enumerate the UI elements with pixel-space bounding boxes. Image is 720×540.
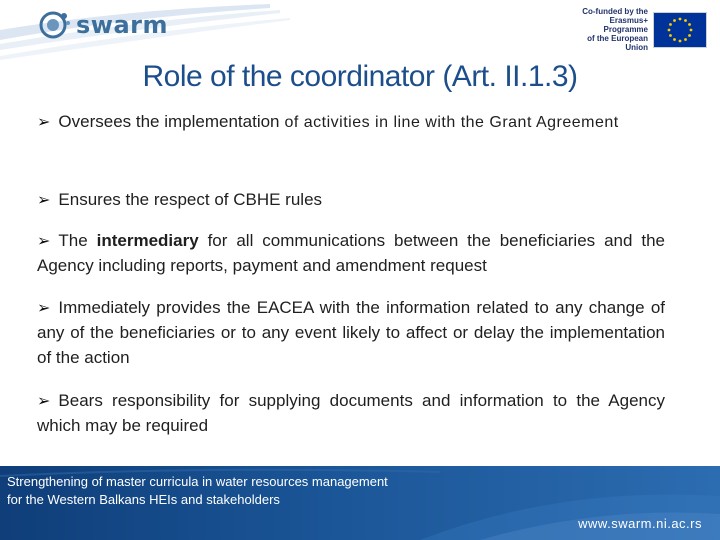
eu-line-3: of the European Union <box>587 34 648 52</box>
eu-star <box>684 19 687 22</box>
bullet-text-part: Ensures the <box>58 190 154 209</box>
eu-star <box>684 38 687 41</box>
bullet-text <box>58 112 618 131</box>
eu-star <box>679 39 682 42</box>
footer-website-link[interactable]: www.swarm.ni.ac.rs <box>578 516 702 531</box>
bullet-text <box>37 231 665 275</box>
bullet-emphasis: Oversees the implementation <box>58 112 280 131</box>
eu-star <box>679 17 682 20</box>
footer-bar <box>0 466 720 540</box>
eu-star <box>668 28 671 31</box>
eu-line-2: Erasmus+ Programme <box>603 16 648 34</box>
eu-star <box>688 23 691 26</box>
eu-star <box>688 34 691 37</box>
footer-project-text <box>7 473 388 509</box>
bullet-emphasis: respect of CBHE rules <box>153 190 323 209</box>
bullet-text-part: for all communications between the beneficiaries and the Agency including <box>37 231 665 275</box>
logo-text: swarm <box>76 11 168 39</box>
eu-cofund-badge <box>566 7 707 52</box>
bullet-text: Immediately provides the EACEA with the information related to any change of any of the beneficiaries or to any event likely to affect or delay the implementation of the action <box>37 298 665 367</box>
eu-star <box>669 34 672 37</box>
arrow-bullet-icon: ➢ <box>37 391 51 410</box>
bullet-text-part: The <box>58 231 97 250</box>
eu-star <box>690 28 693 31</box>
bullet-emphasis: intermediary <box>96 231 199 250</box>
eu-flag-icon <box>654 13 706 47</box>
eu-line-1: Co-funded by the <box>582 7 648 16</box>
footer-line-1: Strengthening of master curricula in water resources management <box>7 474 388 489</box>
arrow-bullet-icon: ➢ <box>37 190 51 209</box>
bullet-text <box>58 190 322 209</box>
bullet-item <box>37 187 665 212</box>
slide-title: Role of the coordinator (Art. II.1.3) <box>142 60 578 93</box>
footer-line-2: for the Western Balkans HEIs and stakeholders <box>7 492 280 507</box>
arrow-bullet-icon: ➢ <box>37 231 51 250</box>
bullet-item <box>37 109 665 135</box>
arrow-bullet-icon: ➢ <box>37 112 51 131</box>
bullet-item <box>37 228 665 278</box>
bullet-item <box>37 295 665 370</box>
eu-cofund-text <box>566 7 648 52</box>
arrow-bullet-icon: ➢ <box>37 298 51 317</box>
eu-star <box>673 19 676 22</box>
eu-flag <box>653 12 707 48</box>
bullet-text: Bears responsibility for supplying documents and information to the Agency which may be required <box>37 391 665 435</box>
swarm-logo-icon <box>38 10 72 40</box>
swarm-logo <box>38 10 168 40</box>
bullet-emphasis: reports, payment and amendment request <box>170 256 487 275</box>
bullet-item <box>37 388 665 438</box>
eu-star <box>669 23 672 26</box>
bullet-text-part: of activities in line with the Grant Agreement <box>279 114 619 131</box>
eu-star <box>673 38 676 41</box>
